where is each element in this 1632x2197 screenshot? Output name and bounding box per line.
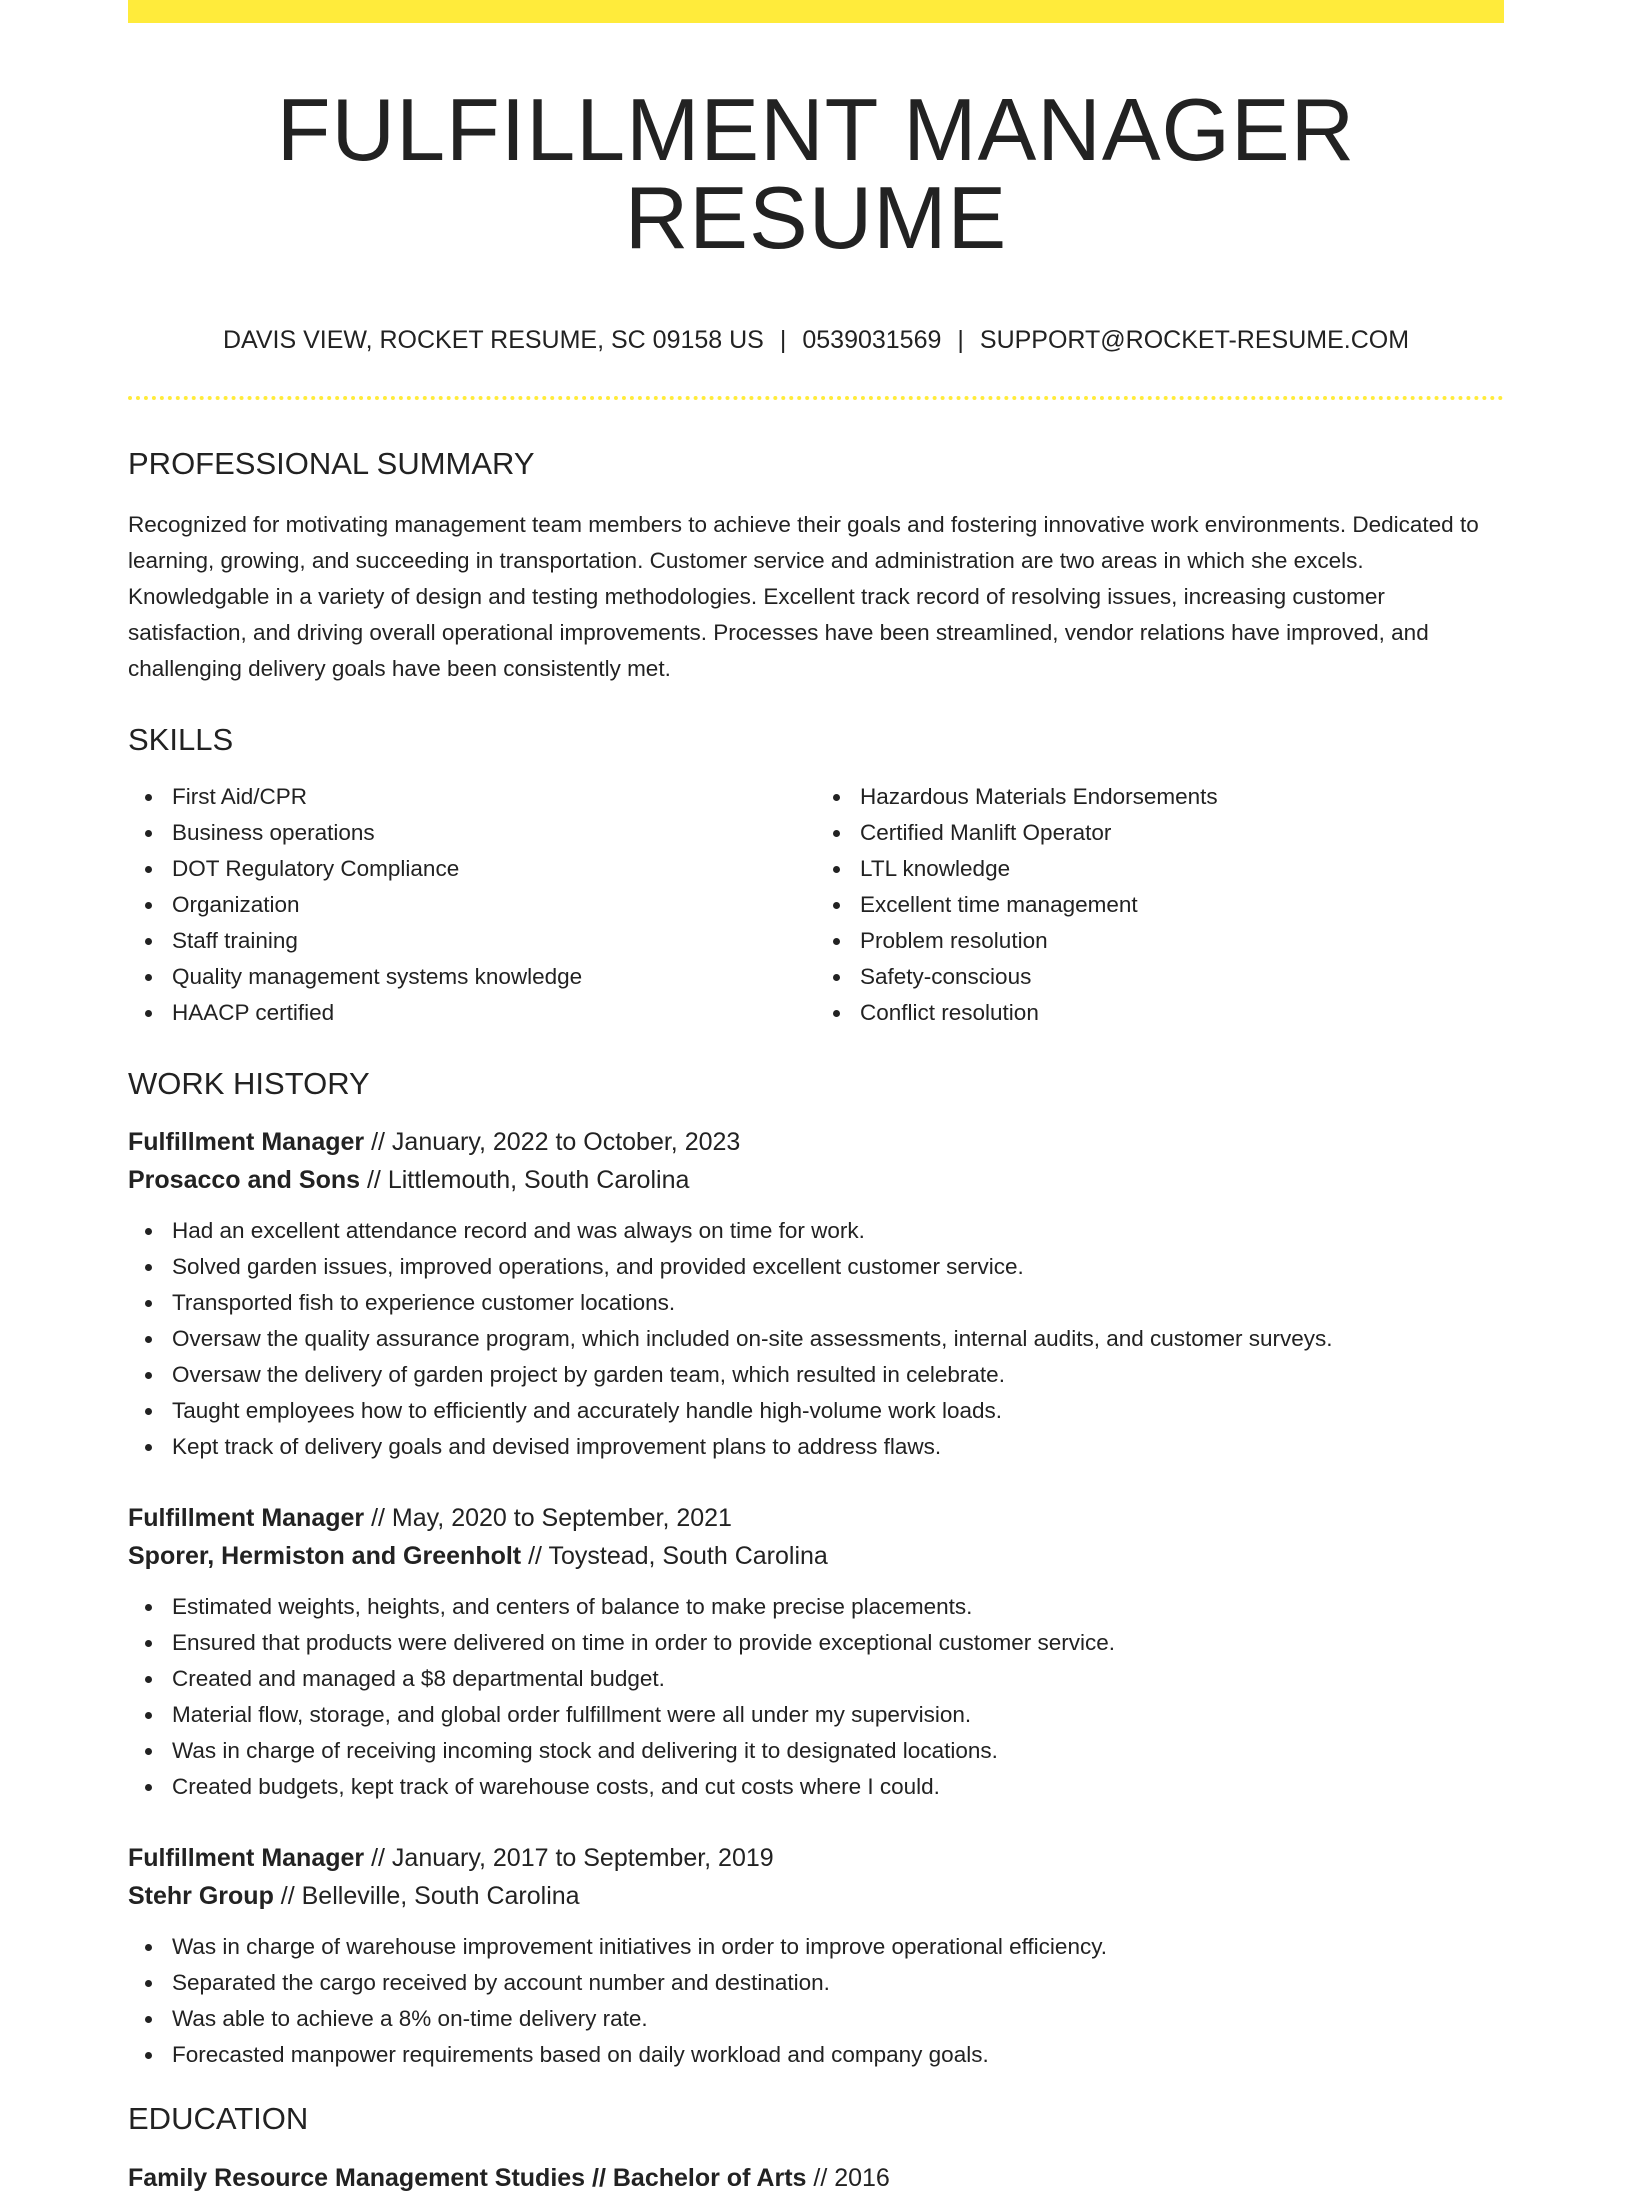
duty-item: Transported fish to experience customer locations. (172, 1285, 1504, 1321)
skill-item: Certified Manlift Operator (860, 815, 1504, 851)
skill-item: Excellent time management (860, 887, 1504, 923)
education-heading: EDUCATION (128, 2101, 309, 2136)
job-title: Fulfillment Manager (128, 1128, 365, 1156)
duty-item: Kept track of delivery goals and devised improvement plans to address flaws. (172, 1429, 1504, 1465)
job-entry (128, 1839, 1504, 2073)
skills-list-right (816, 779, 1504, 1031)
skill-item: Business operations (172, 815, 816, 851)
skill-item: Staff training (172, 923, 816, 959)
job-company: Stehr Group (128, 1882, 274, 1910)
job-dates: // January, 2022 to October, 2023 (364, 1128, 741, 1156)
skill-item: Safety-conscious (860, 959, 1504, 995)
work-history-heading: WORK HISTORY (128, 1066, 370, 1101)
job-title: Fulfillment Manager (128, 1844, 365, 1872)
skill-item: LTL knowledge (860, 851, 1504, 887)
education-year: // 2016 (806, 2164, 890, 2192)
job-dates: // May, 2020 to September, 2021 (364, 1504, 732, 1532)
job-entry (128, 1123, 1504, 1465)
duty-item: Had an excellent attendance record and was always on time for work. (172, 1213, 1504, 1249)
job-title: Fulfillment Manager (128, 1504, 365, 1532)
contact-separator: | (779, 326, 787, 354)
job-title-line (128, 1123, 1504, 1161)
education-field: Family Resource Management Studies // Bachelor of Arts (128, 2164, 807, 2192)
job-company: Prosacco and Sons (128, 1166, 361, 1194)
duty-item: Oversaw the quality assurance program, which included on-site assessments, internal audits, and customer surveys. (172, 1321, 1504, 1357)
duty-item: Forecasted manpower requirements based on daily workload and company goals. (172, 2037, 1504, 2073)
contact-email: SUPPORT@ROCKET-RESUME.COM (979, 326, 1410, 354)
skills-list-left (128, 779, 816, 1031)
duty-item: Estimated weights, heights, and centers of balance to make precise placements. (172, 1589, 1504, 1625)
duty-item: Was in charge of receiving incoming stock and delivering it to designated locations. (172, 1733, 1504, 1769)
contact-separator: | (957, 326, 964, 354)
duty-item: Was in charge of warehouse improvement initiatives in order to improve operational efficiency. (172, 1929, 1504, 1965)
summary-heading: PROFESSIONAL SUMMARY (128, 446, 535, 481)
duty-item: Created and managed a $8 departmental budget. (172, 1661, 1504, 1697)
duty-item: Separated the cargo received by account number and destination. (172, 1965, 1504, 2001)
job-company-line (128, 1877, 1504, 1915)
resume-page (128, 0, 1504, 2197)
job-location: // Littlemouth, South Carolina (360, 1166, 690, 1194)
skills-grid (128, 779, 1504, 1031)
duty-item: Solved garden issues, improved operations, and provided excellent customer service. (172, 1249, 1504, 1285)
job-title-line (128, 1499, 1504, 1537)
skill-item: Problem resolution (860, 923, 1504, 959)
duty-item: Taught employees how to efficiently and accurately handle high-volume work loads. (172, 1393, 1504, 1429)
contact-phone: 0539031569 (802, 326, 942, 354)
job-duties-list (128, 1213, 1504, 1465)
job-location: // Toystead, South Carolina (521, 1542, 828, 1570)
resume-title: FULFILLMENT MANAGER RESUME (276, 80, 1356, 267)
header-divider (128, 396, 1504, 400)
job-dates: // January, 2017 to September, 2019 (364, 1844, 774, 1872)
skill-item: First Aid/CPR (172, 779, 816, 815)
job-duties-list (128, 1589, 1504, 1805)
job-duties-list (128, 1929, 1504, 2073)
job-company: Sporer, Hermiston and Greenholt (128, 1542, 522, 1570)
duty-item: Oversaw the delivery of garden project by garden team, which resulted in celebrate. (172, 1357, 1504, 1393)
duty-item: Ensured that products were delivered on time in order to provide exceptional customer service. (172, 1625, 1504, 1661)
skill-item: Conflict resolution (860, 995, 1504, 1031)
top-accent-bar (128, 0, 1504, 23)
job-company-line (128, 1537, 1504, 1575)
job-company-line (128, 1161, 1504, 1199)
skill-item: Organization (172, 887, 816, 923)
duty-item: Material flow, storage, and global order fulfillment were all under my supervision. (172, 1697, 1504, 1733)
job-location: // Belleville, South Carolina (273, 1882, 580, 1910)
summary-text: Recognized for motivating management team members to achieve their goals and fostering innovative work environments. Dedicated to learning, growing, and succeeding in transportation. Customer service and administration are two areas in which she excels. Knowledgable in a variety of design and testing methodologies. Excellent track record of resolving issues, increasing customer satisfaction, and driving overall operational improvements. Processes have been streamlined, vendor relations have improved, and challenging delivery goals have been consistently met. (128, 512, 1479, 681)
skill-item: Quality management systems knowledge (172, 959, 816, 995)
skill-item: Hazardous Materials Endorsements (860, 779, 1504, 815)
skill-item: HAACP certified (172, 995, 816, 1031)
skill-item: DOT Regulatory Compliance (172, 851, 816, 887)
duty-item: Was able to achieve a 8% on-time delivery rate. (172, 2001, 1504, 2037)
job-entry (128, 1499, 1504, 1805)
contact-line (128, 328, 1504, 353)
skills-heading: SKILLS (128, 722, 234, 757)
education-entry (128, 2159, 1504, 2197)
duty-item: Created budgets, kept track of warehouse costs, and cut costs where I could. (172, 1769, 1504, 1805)
job-title-line (128, 1839, 1504, 1877)
contact-address: DAVIS VIEW, ROCKET RESUME, SC 09158 US (222, 326, 764, 354)
